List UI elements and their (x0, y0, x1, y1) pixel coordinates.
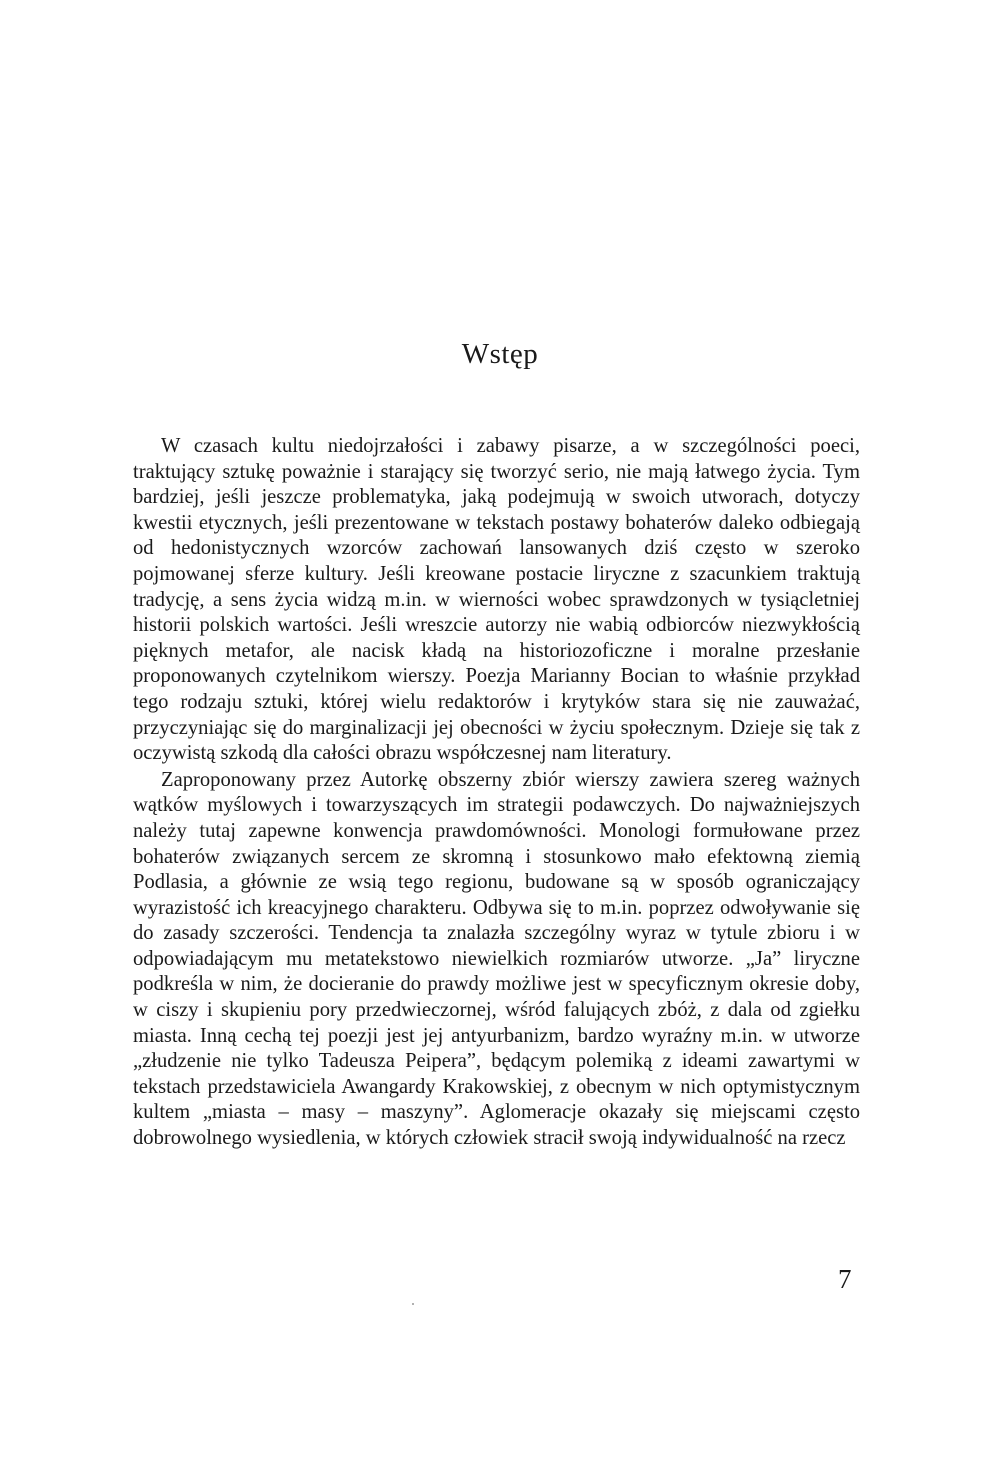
chapter-title: Wstęp (461, 338, 539, 370)
chapter-body (133, 434, 860, 1152)
print-speck (412, 1303, 414, 1305)
paragraph-2: Zaproponowany przez Autorkę obszerny zbiór wierszy zawiera szereg ważnych wątków myślowych i towarzyszących im strategii podawczych. Do najważniejszych należy tutaj zapewne konwencja prawdomówności. Monologi formułowane przez bohaterów związanych sercem ze skromną i stosunkowo mało efektowną ziemią Podlasia, a głównie ze wsią tego regionu, budowane są w sposób ograniczający wyrazistość ich kreacyjnego charakteru. Odbywa się to m.in. poprzez odwoływanie się do zasady szczerości. Tendencja ta znalazła szczególny wyraz w tytule zbioru i w odpowiadającym mu metatekstowo niewielkich rozmiarów utworze. „Ja” liryczne podkreśla w nim, że docieranie do prawdy możliwe jest w specyficznym okresie doby, w ciszy i skupieniu pory przedwieczornej, wśród falujących zbóż, z dala od zgiełku miasta. Inną cechą tej poezji jest jej antyurbanizm, bardzo wyraźny m.in. w utworze „złudzenie nie tylko Tadeusza Peipera”, będącym polemiką z ideami zawartymi w tekstach przedstawiciela Awangardy Krakowskiej, z obecnym w nich optymistycznym kultem „miasta – masy – maszyny”. Aglomeracje okazały się miejscami często dobrowolnego wysiedlenia, w których człowiek stracił swoją indywidualność na rzecz (133, 768, 860, 1150)
page-number: 7 (838, 1264, 852, 1294)
paragraph-1: W czasach kultu niedojrzałości i zabawy pisarze, a w szczególności poeci, traktujący sztukę poważnie i starający się tworzyć serio, nie mają łatwego życia. Tym bardziej, jeśli jeszcze problematyka, jaką podejmują w swoich utworach, dotyczy kwestii etycznych, jeśli prezentowane w tekstach postawy bohaterów daleko odbiegają od hedonistycznych wzorców zachowań lansowanych dziś często w szeroko pojmowanej sferze kultury. Jeśli kreowane postacie liryczne z szacunkiem traktują tradycję, a sens życia widzą m.in. w wierności wobec sprawdzonych w tysiącletniej historii polskich wartości. Jeśli wreszcie autorzy nie wabią odbiorców niezwykłością pięknych metafor, ale nacisk kładą na historiozoficzne i moralne przesłanie proponowanych czytelnikom wierszy. Poezja Marianny Bocian to właśnie przykład tego rodzaju sztuki, której wielu redaktorów i krytyków stara się nie zauważać, przyczyniając się do marginalizacji jej obecności w życiu społecznym. Dzieje się tak z oczywistą szkodą dla całości obrazu współczesnej nam literatury. (133, 435, 860, 765)
